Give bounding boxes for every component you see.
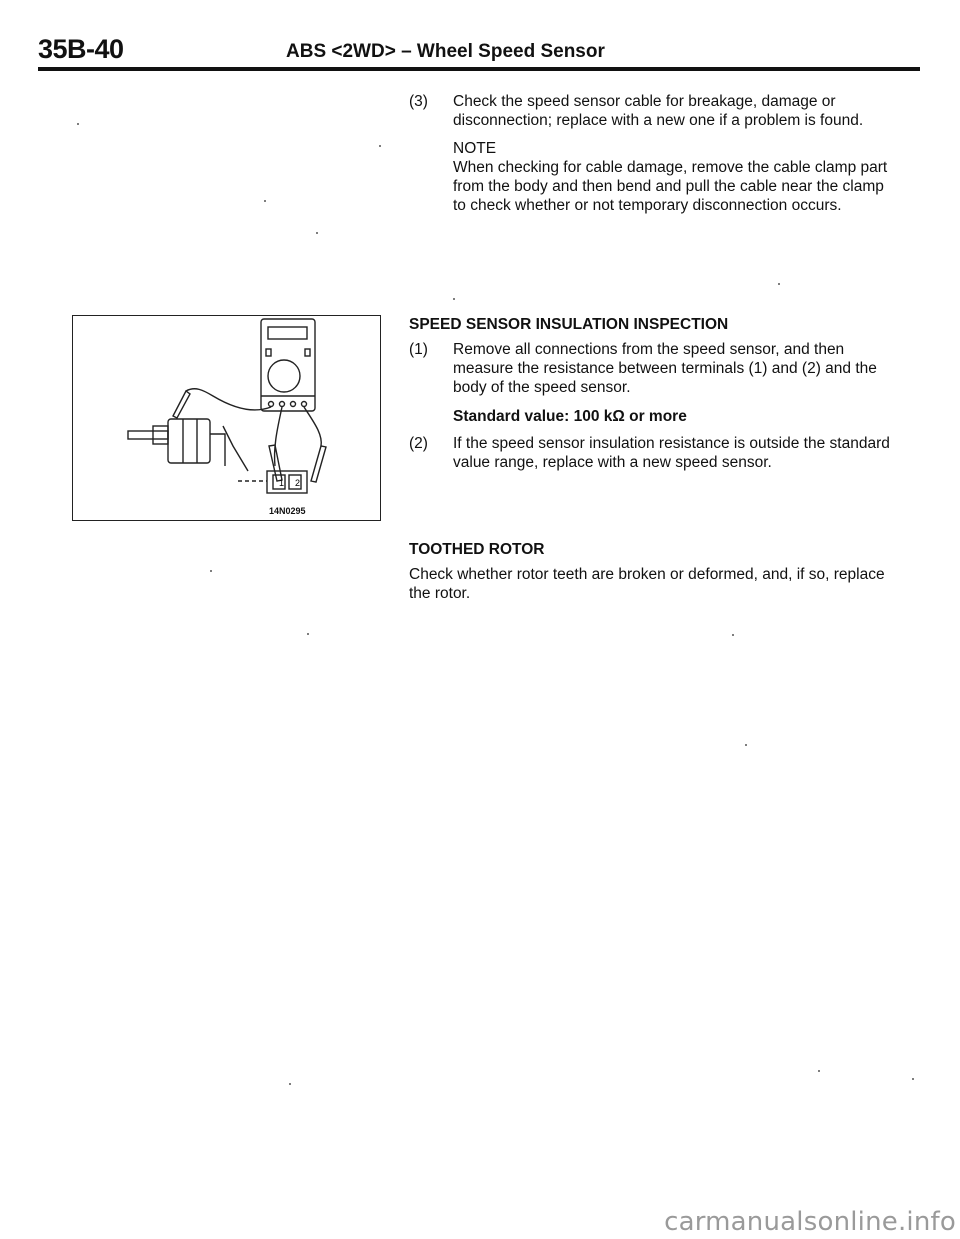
rotor-text: Check whether rotor teeth are broken or deformed, and, if so, replace the rotor. [409,566,885,602]
page-number: 35B-40 [38,34,124,64]
page-title: ABS <2WD> – Wheel Speed Sensor [286,41,605,62]
insulation-step-2 [409,434,897,472]
watermark: carmanualsonline.info [664,1207,956,1237]
multimeter-sensor-illustration [73,316,379,519]
scan-speck [316,232,318,234]
scan-speck [778,283,780,285]
cable-check-section [409,92,897,215]
standard-value: Standard value: 100 kΩ or more [453,408,687,425]
rotor-section [409,540,897,603]
step-2-text: If the speed sensor insulation resistance is outside the standard value range, replace with a new speed sensor. [453,435,890,471]
step-1-text: Remove all connections from the speed sensor, and then measure the resistance between terminals (1) and (2) and the body of the speed sensor. [453,341,877,396]
multimeter-figure [72,315,381,521]
scan-speck [818,1070,820,1072]
header-rule [38,67,920,71]
figure-id: 14N0295 [269,506,306,516]
insulation-step-1 [409,340,897,426]
scan-speck [77,123,79,125]
rotor-heading: TOOTHED ROTOR [409,541,545,558]
cable-check-text: Check the speed sensor cable for breakage, damage or disconnection; replace with a new one if a problem is found. [453,93,864,129]
note-text: When checking for cable damage, remove the cable clamp part from the body and then bend and pull the cable near the clamp to check whether or not temporary disconnection occurs. [453,159,888,214]
scan-speck [289,1083,291,1085]
insulation-section [409,315,897,472]
note-label: NOTE [453,140,497,157]
step-number: (2) [409,435,428,452]
terminal-2-label: 2 [295,478,301,488]
scan-speck [379,145,381,147]
cable-check-item [409,92,897,215]
step-number: (1) [409,341,428,358]
terminal-1-label: 1 [279,478,285,488]
scan-speck [453,298,455,300]
item-number: (3) [409,93,428,110]
scan-speck [745,744,747,746]
scan-speck [732,634,734,636]
scan-speck [210,570,212,572]
scan-speck [264,200,266,202]
page-header [38,34,920,74]
insulation-heading: SPEED SENSOR INSULATION INSPECTION [409,316,729,333]
scan-speck [912,1078,914,1080]
scan-speck [307,633,309,635]
